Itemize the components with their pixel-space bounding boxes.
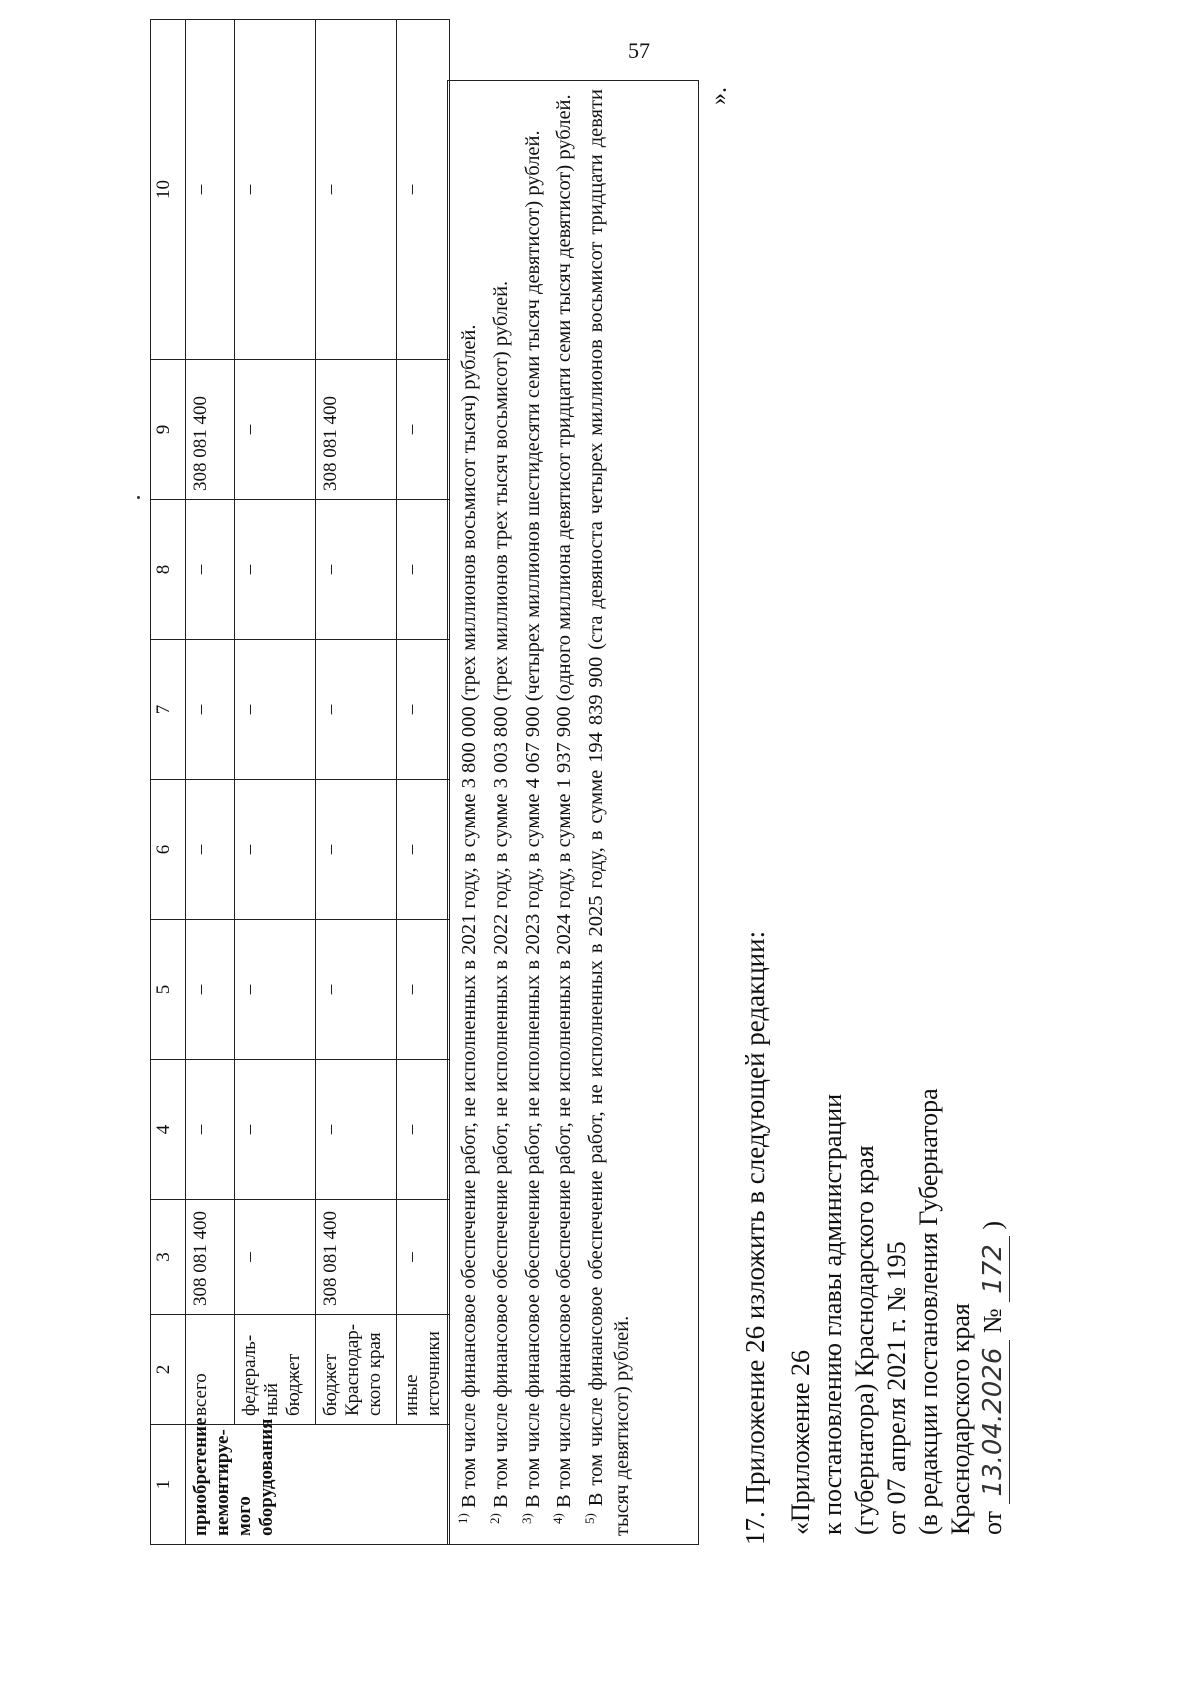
appendix-line: Краснодарского края — [946, 1303, 975, 1535]
value-cell: – — [397, 20, 450, 360]
scan-dot — [137, 496, 140, 499]
footnote-mark: 2) — [486, 1513, 502, 1524]
value-cell: – — [316, 780, 397, 920]
table-header-row — [151, 20, 186, 1545]
date-prefix: от — [978, 1510, 1007, 1535]
value-cell: – — [397, 1060, 450, 1200]
value-cell: – — [186, 780, 235, 920]
value-cell: – — [235, 1200, 316, 1315]
header-cell: 5 — [151, 920, 186, 1060]
header-cell: 7 — [151, 640, 186, 780]
handwritten-number: 172 — [977, 1236, 1010, 1302]
footnote-3 — [514, 89, 546, 1536]
footnote-1 — [450, 89, 482, 1536]
header-cell: 1 — [151, 1425, 186, 1545]
value-cell: – — [316, 640, 397, 780]
value-cell: – — [397, 360, 450, 500]
value-cell: – — [316, 20, 397, 360]
value-cell: – — [235, 1060, 316, 1200]
table-row — [186, 20, 235, 1545]
footnotes-block — [447, 80, 699, 1545]
footnote-text: В том числе финансовое обеспечение работ, не исполненных в 2021 году, в сумме 3 800 000 (трех миллионов восьмисот тысяч) рублей. — [457, 324, 480, 1509]
appendix-line: (в редакции постановления Губернатора — [914, 1088, 943, 1535]
value-cell: 308 081 400 — [186, 360, 235, 500]
appendix-line: (губернатора) Краснодарского края — [850, 1145, 879, 1535]
footnote-mark: 3) — [518, 1513, 534, 1524]
header-cell: 8 — [151, 500, 186, 640]
value-cell: – — [397, 500, 450, 640]
value-cell: – — [235, 920, 316, 1060]
value-cell: – — [397, 780, 450, 920]
appendix-date-line — [977, 835, 1010, 1535]
header-cell: 4 — [151, 1060, 186, 1200]
footnote-4 — [545, 89, 577, 1536]
footnote-text: В том числе финансовое обеспечение работ, не исполненных в 2025 году, в сумме 194 839 900 (ста девяноста четырех миллионов восьмисот тридцати девяти тысяч девятисот) рублей. — [585, 89, 634, 1536]
paragraph-17: 17. Приложение 26 изложить в следующей редакции: — [740, 930, 770, 1545]
header-cell: 10 — [151, 20, 186, 360]
handwritten-date: 13.04.2026 — [977, 1340, 1010, 1505]
source-cell: всего — [186, 1315, 235, 1425]
appendix-line: от 07 апреля 2021 г. № 195 — [882, 1241, 911, 1535]
table-row — [316, 20, 397, 1545]
value-cell: – — [316, 500, 397, 640]
footnote-text: В том числе финансовое обеспечение работ, не исполненных в 2023 году, в сумме 4 067 900 (четырех миллионов шестидесяти семи тысяч девятисот) рублей. — [521, 130, 544, 1509]
header-cell: 6 — [151, 780, 186, 920]
appendix-line: к постановлению главы администрации — [818, 1093, 847, 1535]
footnote-5 — [577, 89, 635, 1536]
value-cell: – — [186, 920, 235, 1060]
footnote-mark: 1) — [455, 1513, 470, 1524]
footnote-mark: 5) — [582, 1513, 598, 1524]
funding-table — [150, 19, 450, 1545]
value-cell: – — [397, 1200, 450, 1315]
source-cell: федераль-ный бюджет — [235, 1315, 316, 1425]
value-cell: – — [235, 640, 316, 780]
appendix-line: «Приложение 26 — [786, 1349, 815, 1535]
value-cell: – — [186, 20, 235, 360]
value-cell: – — [186, 1060, 235, 1200]
rotated-content — [150, 85, 1150, 1545]
value-cell: – — [235, 780, 316, 920]
value-cell: 308 081 400 — [316, 1200, 397, 1315]
value-cell: 308 081 400 — [316, 360, 397, 500]
closing-quote: ». — [706, 87, 732, 105]
footnote-text: В том числе финансовое обеспечение работ, не исполненных в 2022 году, в сумме 3 003 800 (трех миллионов трех тысяч восьмисот) рублей. — [489, 280, 512, 1509]
footnote-2 — [482, 89, 514, 1536]
appendix-heading — [785, 835, 1010, 1535]
value-cell: 308 081 400 — [186, 1200, 235, 1315]
header-cell: 9 — [151, 360, 186, 500]
page-number: 57 — [628, 38, 650, 63]
header-cell: 3 — [151, 1200, 186, 1315]
source-cell: иные источники — [397, 1315, 450, 1425]
value-cell: – — [316, 1060, 397, 1200]
footnote-mark: 4) — [550, 1513, 566, 1524]
value-cell: – — [316, 920, 397, 1060]
value-cell: – — [397, 920, 450, 1060]
value-cell: – — [186, 500, 235, 640]
footnote-text: В том числе финансовое обеспечение работ, не исполненных в 2024 году, в сумме 1 937 900 (одного миллиона девятисот тридцати семи тысяч девятисот) рублей. — [553, 94, 576, 1509]
closing-paren: ) — [978, 1220, 1007, 1230]
value-cell: – — [235, 20, 316, 360]
header-cell: 2 — [151, 1315, 186, 1425]
value-cell: – — [235, 500, 316, 640]
item-name-cell: приобретение немонтируе-мого оборудования — [186, 1425, 450, 1545]
number-prefix: № — [978, 1308, 1007, 1334]
value-cell: – — [235, 360, 316, 500]
value-cell: – — [186, 640, 235, 780]
table-row — [235, 20, 316, 1545]
source-cell: бюджет Краснодар-ского края — [316, 1315, 397, 1425]
table-row — [397, 20, 450, 1545]
value-cell: – — [397, 640, 450, 780]
